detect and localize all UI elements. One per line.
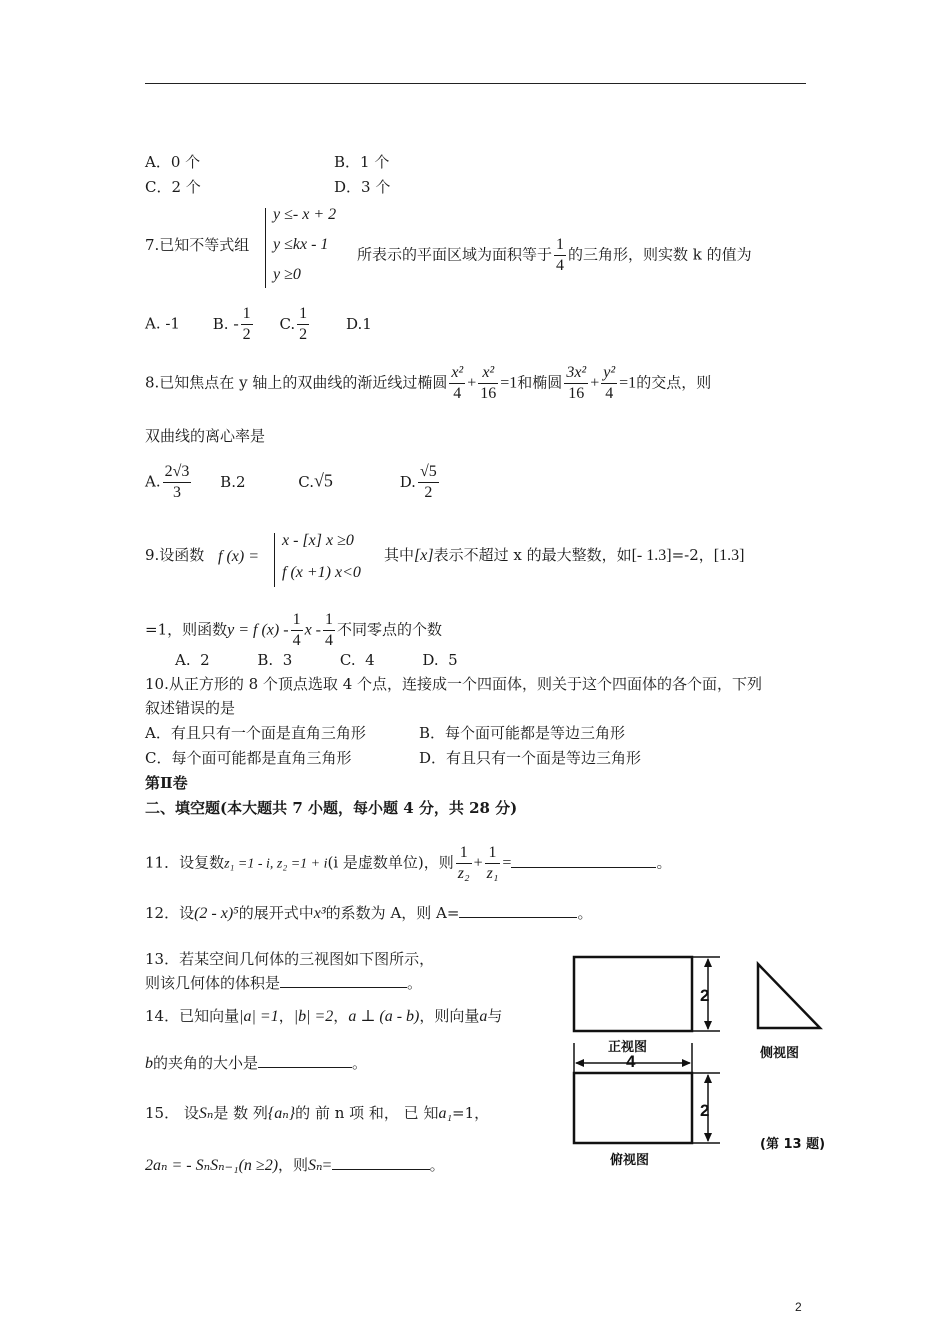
q13-line1: 13．若某空间几何体的三视图如下图所示， xyxy=(145,950,435,968)
q11-end: 。 xyxy=(656,853,672,872)
q7-opt-c-frac xyxy=(297,304,309,345)
q12 xyxy=(145,903,592,924)
q11-frac-1 xyxy=(456,843,472,884)
q14-line1 xyxy=(145,1006,502,1027)
q14-sep2: ， xyxy=(333,1007,349,1025)
q9-mid2: 表示不超过 x 的最大整数，如 xyxy=(433,546,632,564)
q12-answer-blank[interactable] xyxy=(459,903,577,918)
q15-a1-value: =1， xyxy=(452,1104,490,1122)
q12-prefix: 12．设 xyxy=(145,904,195,922)
q15-line1 xyxy=(145,1103,489,1124)
q9-frac1-den: 4 xyxy=(292,632,301,649)
q11-frac-2 xyxy=(485,843,501,884)
q11-frac2-num: 1 xyxy=(485,843,501,864)
q7-opt-b-den: 2 xyxy=(242,326,251,343)
section-heading: 二、填空题(本大题共 7 小题，每小题 4 分，共 28 分) xyxy=(145,799,518,817)
width-dim-arrow-left xyxy=(575,1059,584,1067)
q12-suffix: 的系数为 A，则 A= xyxy=(325,904,460,922)
q9-fx: f (x) = xyxy=(218,548,259,565)
q7-prefix: 7.已知不等式组 xyxy=(145,236,250,254)
q6-option-b: B．1 个 xyxy=(334,153,390,171)
q8-e1-den2: 16 xyxy=(480,385,497,402)
q15-sn2: Sₙ xyxy=(308,1157,323,1174)
part-heading: 第Ⅱ卷 xyxy=(145,774,188,792)
q8-e2-eq: =1 xyxy=(619,374,637,392)
q7-fraction xyxy=(554,235,566,276)
q7-mid xyxy=(357,235,752,276)
q8-opt-c-val: √5 xyxy=(314,470,333,491)
q11-plus: + xyxy=(473,854,483,872)
q9-bracket-x: [x] xyxy=(414,547,434,564)
q7-opt-b-label: B. xyxy=(212,314,229,333)
header-rule xyxy=(145,83,806,84)
q11-note: (i 是虚数单位)，则 xyxy=(327,853,454,872)
q9-example-2: [1.3] xyxy=(713,547,745,564)
figure-caption: (第 13 题) xyxy=(760,1137,826,1152)
q9-line2-mid: x - xyxy=(304,621,321,639)
q8-e1-frac1 xyxy=(449,363,465,404)
q8-opt-a-label: A. xyxy=(145,472,161,491)
q13-answer-blank[interactable] xyxy=(280,973,407,988)
q8-e1-frac2 xyxy=(478,363,498,404)
q9-frac-1 xyxy=(291,610,303,651)
q10-option-b: B．每个面可能都是等边三角形 xyxy=(419,724,626,742)
q8-e1-num2: x² xyxy=(478,363,498,384)
q15-line2-expr: 2aₙ = - SₙSₙ₋₁(n ≥2) xyxy=(145,1157,279,1174)
q14-vec-a: a xyxy=(479,1008,488,1025)
q8-e2-num2: y² xyxy=(601,363,617,384)
q9-frac2-num: 1 xyxy=(323,610,335,631)
q8-e1-num1: x² xyxy=(449,363,465,384)
q15-a1: a₁ xyxy=(438,1105,453,1122)
q7-opt-d: D.1 xyxy=(345,314,372,333)
page-number: 2 xyxy=(795,1300,802,1314)
q12-end: 。 xyxy=(577,904,593,922)
q9-frac1-num: 1 xyxy=(291,610,303,631)
q7-opt-c-num: 1 xyxy=(297,304,309,325)
q9-options: A. 2 B. 3 C. 4 D. 5 xyxy=(175,651,458,669)
q14-b-abs: |b| =2 xyxy=(293,1008,334,1025)
q10-option-a: A．有且只有一个面是直角三角形 xyxy=(145,724,366,742)
q7-opt-b-frac xyxy=(241,304,253,345)
three-view-figure xyxy=(560,945,850,1180)
q7-constraint-2: y ≤kx - 1 xyxy=(273,236,329,253)
q13-line2-text: 则该几何体的体积是 xyxy=(145,974,281,992)
q13-end: 。 xyxy=(407,974,423,992)
q15-sn: Sₙ xyxy=(198,1105,214,1122)
q9-line1-rest xyxy=(384,545,744,566)
q8-e2-plus: + xyxy=(590,374,600,392)
q8-suffix: 的交点，则 xyxy=(636,373,712,392)
q8-e2-frac1 xyxy=(564,363,588,404)
q15-line2-eq: = xyxy=(322,1157,332,1174)
q8-e2-frac2 xyxy=(601,363,617,404)
q9-frac-2 xyxy=(323,610,335,651)
top-view-label: 俯视图 xyxy=(610,1153,650,1168)
q8-e2-num1: 3x² xyxy=(564,363,588,384)
q14-sep1: ， xyxy=(278,1007,294,1025)
q15-line2-mid: ，则 xyxy=(278,1156,309,1174)
top-view-rect xyxy=(574,1073,692,1143)
q7-opt-b-sign: - xyxy=(233,315,239,333)
q9-brace xyxy=(274,533,275,587)
q9-case-2: f (x +1) x<0 xyxy=(282,564,361,581)
q15-prefix: 15． 设 xyxy=(145,1104,199,1122)
q11-frac1-den: z₂ xyxy=(457,865,470,882)
q15-mid1: 是 数 列 xyxy=(213,1104,268,1122)
q11-answer-blank[interactable] xyxy=(511,853,656,868)
q15-mid2: 的 前 n 项 和， 已 知 xyxy=(295,1104,439,1122)
q7-opt-a: A. -1 xyxy=(145,314,180,333)
q14-answer-blank[interactable] xyxy=(258,1053,352,1068)
q8-e1-eq: =1 xyxy=(500,374,518,392)
q15-line2 xyxy=(145,1155,445,1176)
q7-options xyxy=(145,304,372,345)
q11-frac2-den: z₁ xyxy=(486,865,499,882)
q9-line2-expr: y = f (x) - xyxy=(227,621,289,639)
q8-opt-d-label: D. xyxy=(399,472,416,491)
q11 xyxy=(145,843,671,884)
q7-brace xyxy=(265,208,266,288)
q14-prefix: 14．已知向量 xyxy=(145,1007,240,1025)
q8-prefix: 8.已知焦点在 y 轴上的双曲线的渐近线过椭圆 xyxy=(145,373,448,392)
q12-term: x³ xyxy=(313,905,326,922)
q10-line2: 叙述错误的是 xyxy=(145,699,236,717)
q15-an-set: {aₙ} xyxy=(267,1105,296,1122)
q15-answer-blank[interactable] xyxy=(332,1155,430,1170)
q7-frac-num: 1 xyxy=(554,235,566,256)
front-dim-arrow-down xyxy=(704,1021,712,1030)
q7-opt-c-label: C. xyxy=(279,314,296,333)
q8-mid: 和椭圆 xyxy=(517,373,563,392)
q8-options xyxy=(145,462,441,503)
q14-with: 与 xyxy=(487,1007,503,1025)
side-view-label: 侧视图 xyxy=(760,1046,800,1061)
q9-line2-a: =1，则函数 xyxy=(145,620,228,639)
q9-line2 xyxy=(145,610,442,651)
q11-prefix: 11．设复数 xyxy=(145,853,225,872)
q8-opt-d-frac xyxy=(418,462,439,503)
q9-mid: 其中 xyxy=(384,546,415,564)
q6-option-a: A．0 个 xyxy=(145,153,201,171)
q8-e2-den1: 16 xyxy=(568,385,585,402)
top-dim-arrow-up xyxy=(704,1074,712,1083)
q8-opt-c-label: C. xyxy=(298,472,315,491)
q8-opt-a-frac xyxy=(163,462,192,503)
q8-e1-den1: 4 xyxy=(453,385,462,402)
q7-mid-text: 所表示的平面区域为面积等于 xyxy=(357,245,553,264)
q8-e1-plus: + xyxy=(467,374,477,392)
q14-perp: a ⊥ (a - b) xyxy=(348,1008,420,1025)
front-view-rect xyxy=(574,957,692,1031)
q7-constraint-3: y ≥0 xyxy=(273,266,301,283)
q9-line2-b: 不同零点的个数 xyxy=(337,620,443,639)
q9-prefix: 9.设函数 xyxy=(145,546,205,564)
front-dim-arrow-up xyxy=(704,958,712,967)
q7-opt-c-den: 2 xyxy=(299,326,308,343)
q11-eq: = xyxy=(502,854,512,872)
q15-end: 。 xyxy=(429,1156,445,1174)
q6-option-d: D．3 个 xyxy=(334,178,391,196)
q9-case-1: x - [x] x ≥0 xyxy=(282,532,354,549)
q7-constraint-1: y ≤- x + 2 xyxy=(273,206,337,223)
q8-opt-a-num: 2√3 xyxy=(163,462,192,483)
q9-example-1-value: =-2， xyxy=(671,546,714,564)
front-view-label: 正视图 xyxy=(608,1040,648,1055)
width-dim-arrow-right xyxy=(682,1059,691,1067)
q9-example-1: [- 1.3] xyxy=(631,547,672,564)
q14-line2-text: 的夹角的大小是 xyxy=(153,1054,259,1072)
q8-opt-a-den: 3 xyxy=(173,484,181,501)
q7-frac-den: 4 xyxy=(556,257,565,274)
q12-mid: 的展开式中 xyxy=(238,904,314,922)
q14-line2 xyxy=(145,1053,367,1074)
q11-frac1-num: 1 xyxy=(456,843,472,864)
width-dim-label: 4 xyxy=(626,1052,636,1071)
q10-line1: 10.从正方形的 8 个顶点选取 4 个点，连接成一个四面体，则关于这个四面体的各个面，下列 xyxy=(145,675,763,693)
q14-mid: ，则向量 xyxy=(419,1007,480,1025)
q14-a-abs: |a| =1 xyxy=(239,1008,279,1025)
q8-line2: 双曲线的离心率是 xyxy=(145,427,266,445)
q12-expr: (2 - x)⁵ xyxy=(194,905,239,922)
q6-option-c: C．2 个 xyxy=(145,178,201,196)
top-dim-arrow-down xyxy=(704,1133,712,1142)
q14-vec-b: b xyxy=(145,1055,153,1072)
q13-line2 xyxy=(145,973,422,993)
q10-option-d: D．有且只有一个面是等边三角形 xyxy=(419,749,642,767)
side-view-triangle xyxy=(758,964,820,1028)
q8-opt-b: B.2 xyxy=(220,472,246,491)
top-dim-label: 2 xyxy=(700,1101,710,1120)
q10-option-c: C．每个面可能都是直角三角形 xyxy=(145,749,352,767)
q8-opt-d-den: 2 xyxy=(424,484,433,501)
q14-end: 。 xyxy=(352,1054,368,1072)
q8-line1 xyxy=(145,363,711,404)
q8-opt-d-num: √5 xyxy=(418,462,439,483)
q7-suffix: 的三角形，则实数 k 的值为 xyxy=(568,245,752,264)
q7-opt-b-num: 1 xyxy=(241,304,253,325)
front-dim-label: 2 xyxy=(700,986,710,1005)
q9-frac2-den: 4 xyxy=(325,632,333,649)
q11-expr: z₁ =1 - i, z₂ =1 + i xyxy=(224,856,328,872)
q8-e2-den2: 4 xyxy=(605,385,614,402)
